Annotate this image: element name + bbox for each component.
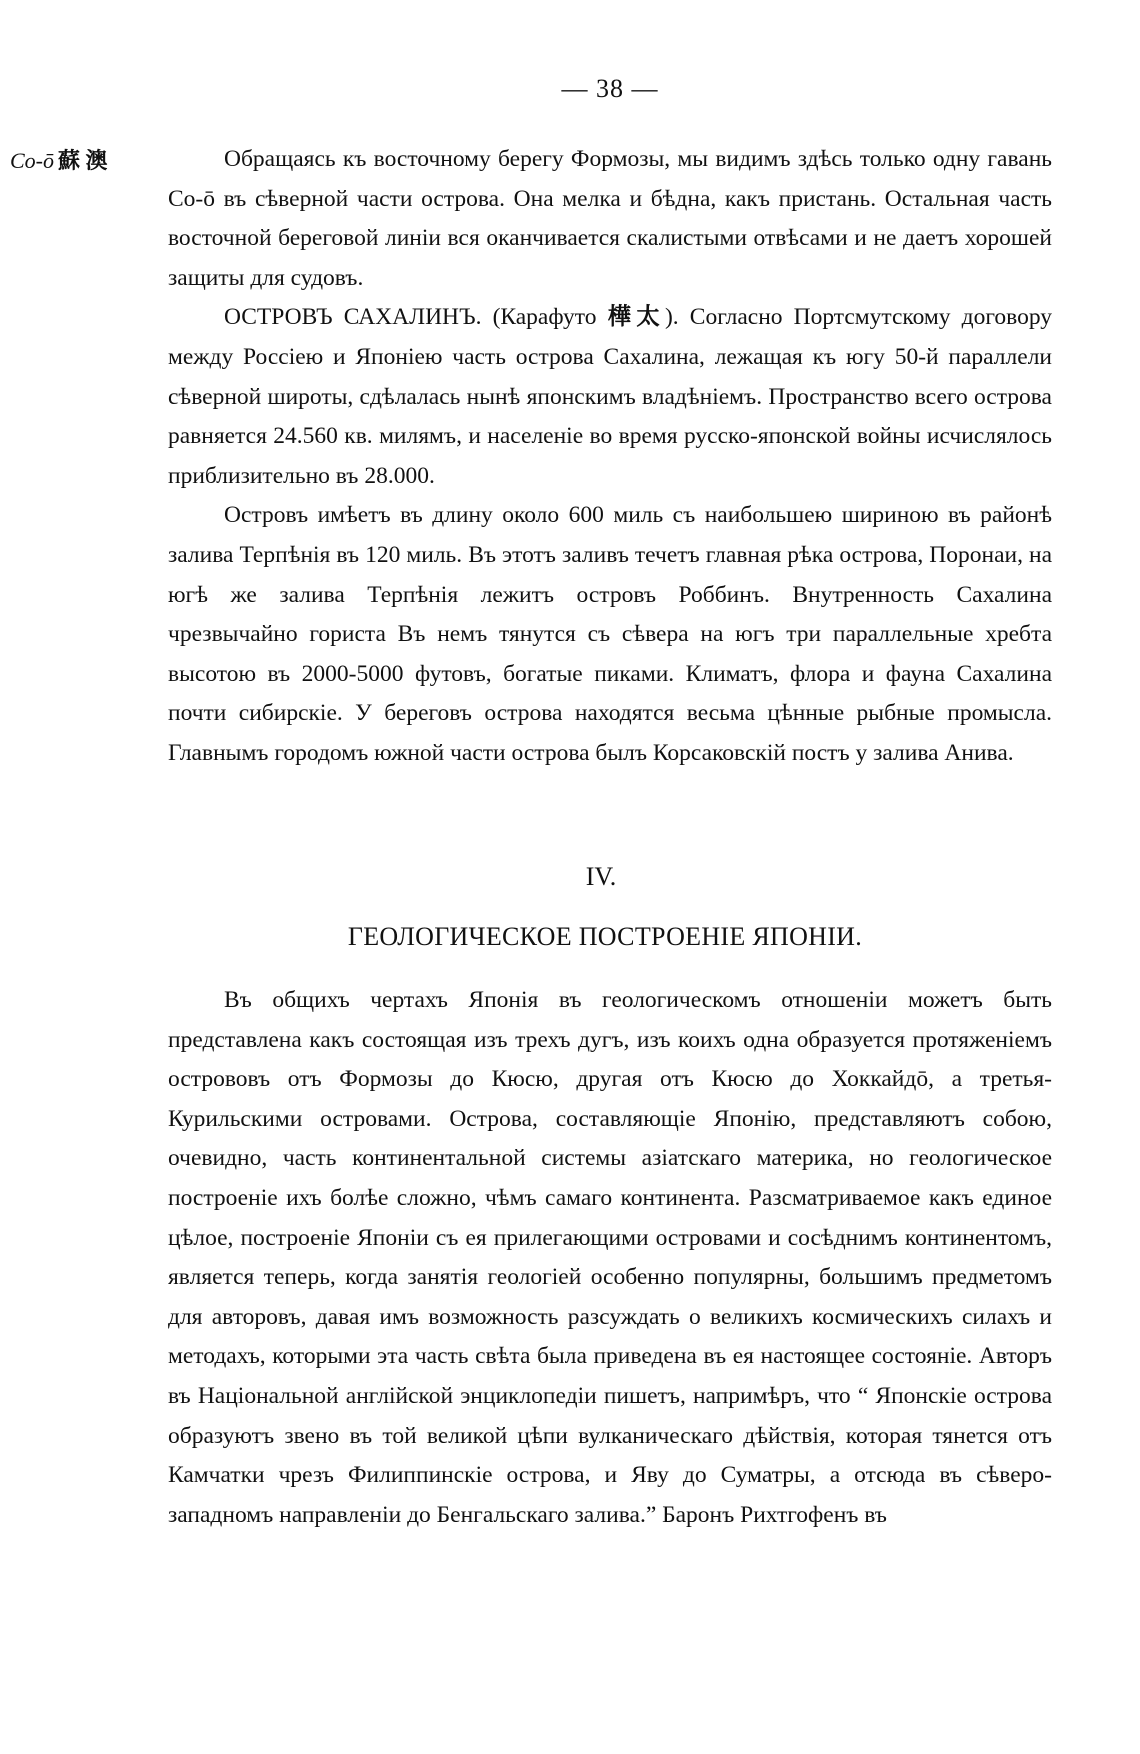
section-number: IV. [585,862,617,891]
sakhalin-heading: ОСТРОВЪ САХАЛИНЪ. [224,304,482,331]
paragraph-formosa-east-coast: Обращаясь къ восточному берегу Формозы, мы видимъ здѣсь только одну гавань Со-ō въ сѣверной части острова. Она мелка и бѣдна, какъ пристань. Остальная часть восточной береговой линіи вся оканчивается скалистыми отвѣсами и не даетъ хорошей защиты для судовъ. [168,146,1052,291]
paragraph-sakhalin-geography: Островъ имѣетъ въ длину около 600 миль съ наибольшею шириною въ районѣ залива Терпѣнія въ 120 миль. Въ этотъ заливъ течетъ главная рѣка острова, Поронаи, на югѣ же залива Терпѣнія лежитъ островъ Роббинъ. Внутренность Сахалина чрезвычайно гориста Въ немъ тянутся съ сѣвера на югъ три параллельные хребта высотою въ 2000-5000 футовъ, богатые пиками. Климатъ, флора и фауна Сахалина почти сибирскіе. У береговъ острова находятся весьма цѣнные рыбные промысла. Главнымъ городомъ южной части острова былъ Корсаковскій постъ у залива Анива. [168,502,1052,766]
text-block-top [168,140,1052,774]
sakhalin-intro-text: Согласно Портсмутскому договору между Россіею и Японіею часть острова Сахалина, лежащая къ югу 50-й параллели сѣверной широты, сдѣлалась нынѣ японскимъ владѣніемъ. Пространство всего острова равняется 24.560 кв. милямъ, и населеніе во время русско-японской войны исчислялось приблизительно въ 28.000. [168,304,1053,489]
margin-note-latin: Co-ō [10,148,54,173]
text-block-bottom [168,981,1052,1535]
paragraph-sakhalin-intro [168,298,1052,496]
margin-note [10,144,108,175]
paragraph-geology: Въ общихъ чертахъ Японія въ геологическомъ отношеніи можетъ быть представлена какъ состоящая изъ трехъ дугъ, изъ коихъ одна образуется протяженіемъ острововъ отъ Формозы до Кюсю, другая отъ Кюсю до Хоккайдō, а третья-Курильскими островами. Острова, составляющіе Японію, представляютъ собою, очевидно, часть континентальной системы азіатскаго материка, но геологическое построеніе ихъ болѣе сложно, чѣмъ самаго континента. Разсматриваемое какъ единое цѣлое, построеніе Японіи съ ея прилегающими островами и сосѣднимъ континентомъ, является теперь, когда занятія геологіей особенно популярны, большимъ предметомъ для авторовъ, давая имъ возможность разсуждать о великихъ космическихъ силахъ и методахъ, которыми эта часть свѣта была приведена въ ея настоящее состояніе. Авторъ въ Національной англійской энциклопедіи пишетъ, напримѣръ, что “ Японскіе острова образуютъ звено въ той великой цѣпи вулканическаго дѣйствія, которая тянется отъ Камчатки чрезъ Филиппинскіе острова, и Яву до Суматры, а отсюда въ сѣверо-западномъ направленіи до Бенгальскаго залива.” Баронъ Рихтгофенъ въ [168,987,1052,1528]
sakhalin-paren-close: ). [664,304,679,331]
page-number: — 38 — [561,74,659,103]
margin-note-cjk: 蘇 澳 [58,148,108,173]
sakhalin-cjk: 樺太 [607,304,665,331]
section-title: ГЕОЛОГИЧЕСКОЕ ПОСТРОЕНІЕ ЯПОНІИ. [347,922,863,951]
sakhalin-paren-open: (Карафуто [481,304,608,331]
